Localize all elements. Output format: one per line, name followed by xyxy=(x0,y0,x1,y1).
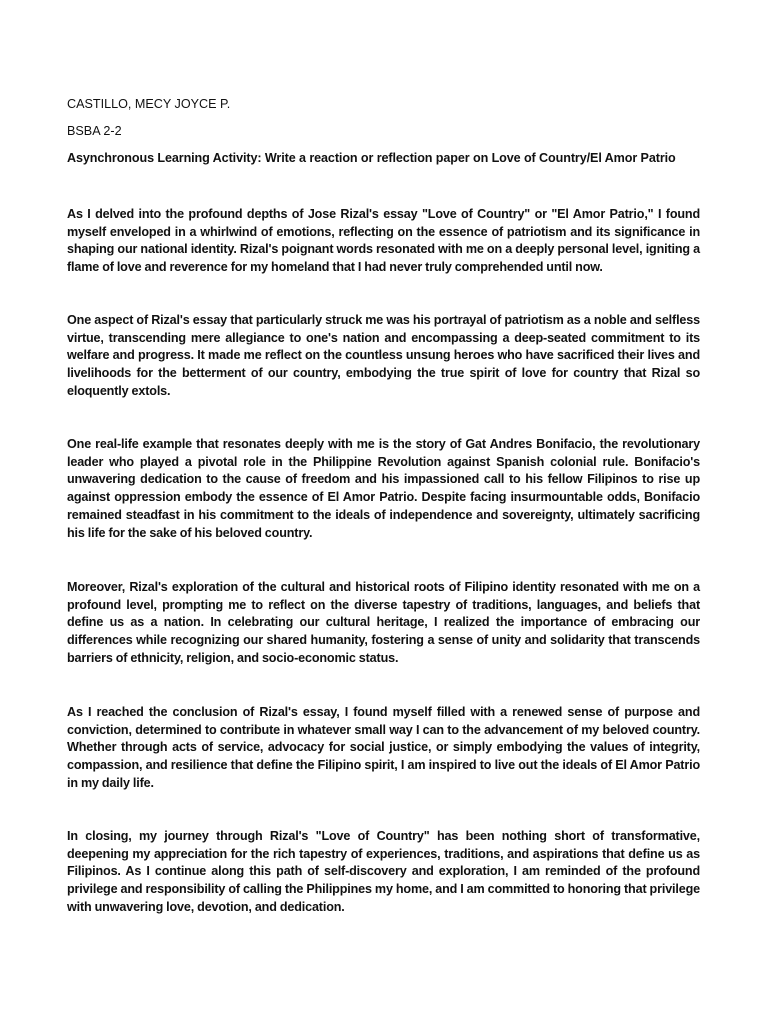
paragraph-introduction: As I delved into the profound depths of Jose Rizal's essay "Love of Country" or "El Amor Patrio," I found myself enveloped in a whirlwind of emotions, reflecting on the essence of patriotism and its significance in shaping our national identity. Rizal's poignant words resonated with me on a deeply personal level, igniting a flame of love and reverence for my homeland that I had never truly comprehended until now. xyxy=(67,207,700,275)
student-name: CASTILLO, MECY JOYCE P. xyxy=(67,97,231,111)
paragraph-patriotism-virtue: One aspect of Rizal's essay that particularly struck me was his portrayal of patriotism as a noble and selfless virtue, transcending mere allegiance to one's nation and encompassing a deep-seated commitment to its welfare and progress. It made me reflect on the countless unsung heroes who have sacrificed their lives and livelihoods for the betterment of our country, embodying the true spirit of love for country that Rizal so eloquently extols. xyxy=(67,313,700,398)
class-section: BSBA 2-2 xyxy=(67,124,122,138)
paragraph-closing: In closing, my journey through Rizal's "Love of Country" has been nothing short of transformative, deepening my appreciation for the rich tapestry of experiences, traditions, and aspirations that define us as Filipinos. As I continue along this path of self-discovery and exploration, I am reminded of the profound privilege and responsibility of calling the Philippines my home, and I am committed to honoring that privilege with unwavering love, devotion, and dedication. xyxy=(67,829,700,914)
paragraph-bonifacio-example: One real-life example that resonates deeply with me is the story of Gat Andres Bonifacio, the revolutionary leader who played a pivotal role in the Philippine Revolution against Spanish colonial rule. Bonifacio's unwavering dedication to the cause of freedom and his impassioned call to his fellow Filipinos to rise up against oppression embody the essence of El Amor Patrio. Despite facing insurmountable odds, Bonifacio remained steadfast in his commitment to the ideals of independence and sovereignty, ultimately sacrificing his life for the sake of his beloved country. xyxy=(67,437,700,540)
paragraph-cultural-roots: Moreover, Rizal's exploration of the cultural and historical roots of Filipino identity resonated with me on a profound level, prompting me to reflect on the diverse tapestry of traditions, languages, and beliefs that define us as a nation. In celebrating our cultural heritage, I realized the importance of embracing our differences while recognizing our shared humanity, fostering a sense of unity and solidarity that transcends barriers of ethnicity, religion, and socio-economic status. xyxy=(67,580,700,665)
assignment-prompt: Asynchronous Learning Activity: Write a reaction or reflection paper on Love of Country/El Amor Patrio xyxy=(67,151,676,165)
paragraph-conclusion-of-essay: As I reached the conclusion of Rizal's essay, I found myself filled with a renewed sense of purpose and conviction, determined to contribute in whatever small way I can to the advancement of my beloved country. Whether through acts of service, advocacy for social justice, or simply embodying the values of integrity, compassion, and resilience that define the Filipino spirit, I am inspired to live out the ideals of El Amor Patrio in my daily life. xyxy=(67,705,700,790)
